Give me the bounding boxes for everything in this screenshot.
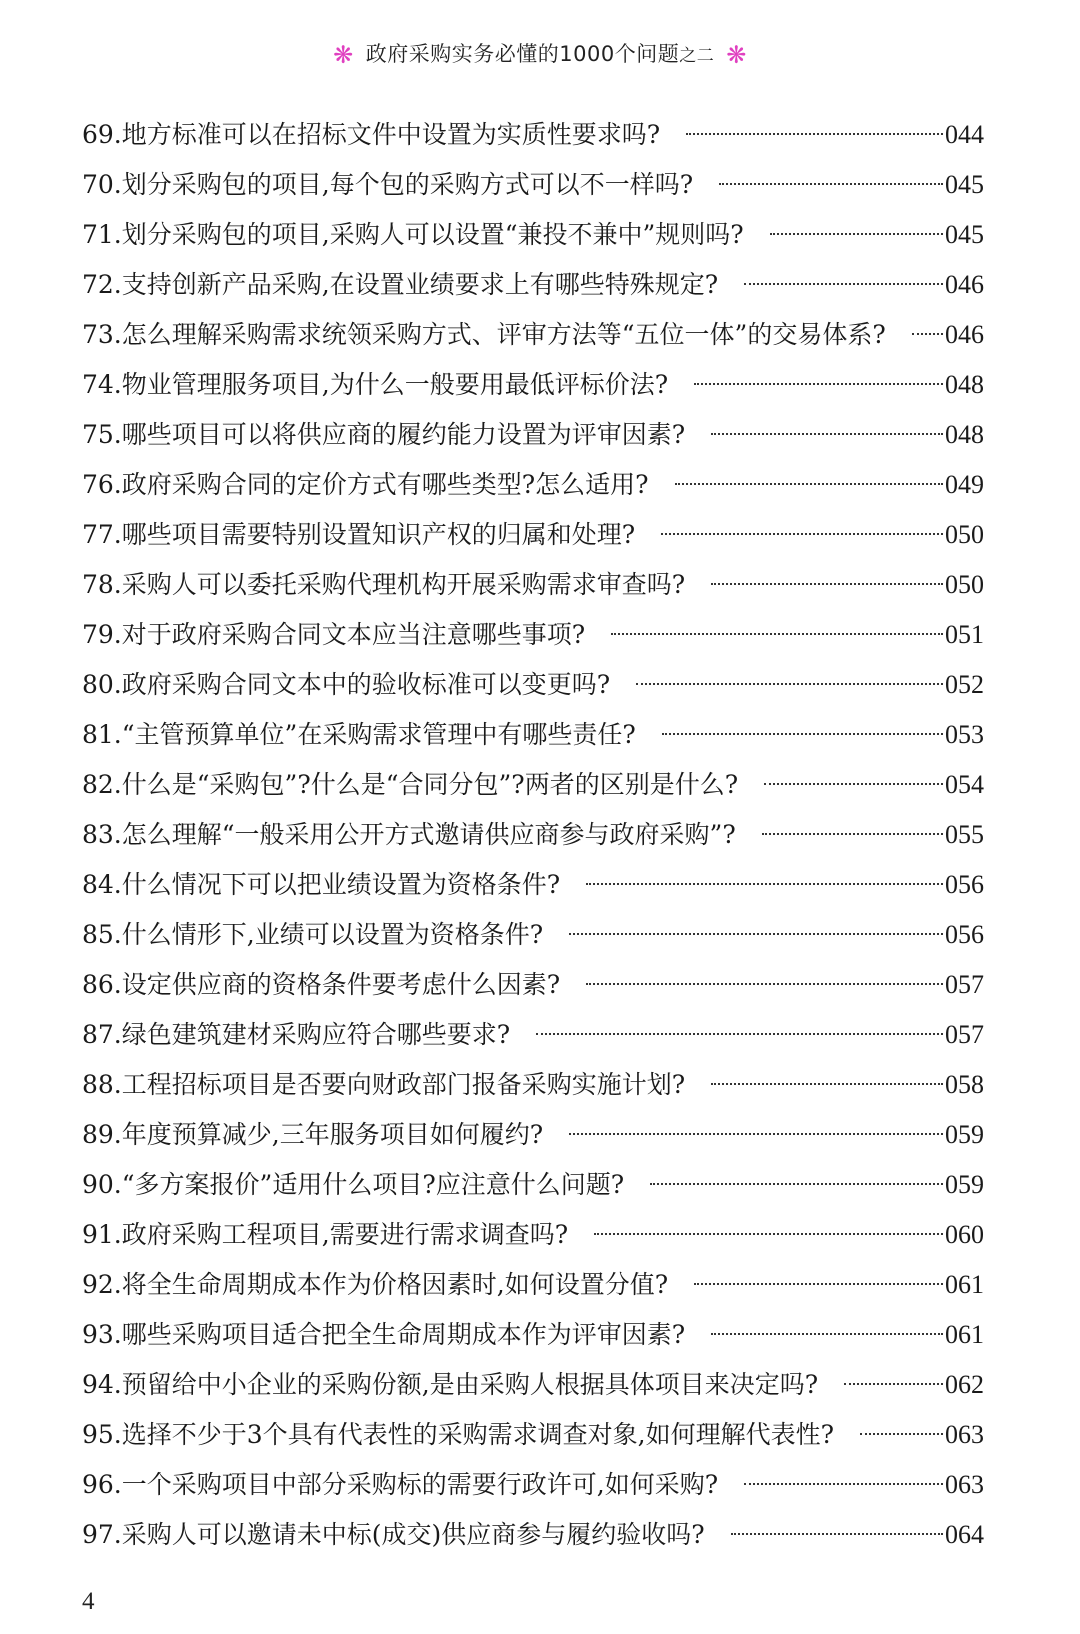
toc-entry-number: 96. — [82, 1470, 122, 1499]
dot-leader — [764, 783, 943, 785]
toc-entry[interactable] — [82, 760, 984, 810]
toc-entry-page: 046 — [945, 270, 984, 299]
dot-leader — [711, 1333, 943, 1335]
toc-entry[interactable] — [82, 1060, 984, 1110]
dot-leader — [912, 333, 943, 335]
toc-entry-page: 050 — [945, 570, 984, 599]
toc-entry-page: 048 — [945, 420, 984, 449]
toc-entry-question: 年度预算减少,三年服务项目如何履约? — [121, 1120, 544, 1149]
toc-entry[interactable] — [82, 1360, 984, 1410]
toc-entry-number: 83. — [82, 820, 122, 849]
toc-entry-question: 选择不少于3个具有代表性的采购需求调查对象,如何理解代表性? — [121, 1420, 835, 1449]
toc-entry[interactable] — [82, 360, 984, 410]
toc-entry-question: 一个采购项目中部分采购标的需要行政许可,如何采购? — [121, 1470, 719, 1499]
toc-entry-question: 划分采购包的项目,每个包的采购方式可以不一样吗? — [121, 170, 694, 199]
toc-entry-page: 064 — [945, 1520, 984, 1549]
dot-leader — [719, 183, 943, 185]
toc-entry-question: 政府采购合同文本中的验收标准可以变更吗? — [121, 670, 611, 699]
toc-entry[interactable] — [82, 1260, 984, 1310]
toc-entry-question: 哪些项目可以将供应商的履约能力设置为评审因素? — [121, 420, 686, 449]
toc-entry-number: 77. — [82, 520, 122, 549]
toc-entry-page: 051 — [945, 620, 984, 649]
toc-entry-question: 划分采购包的项目,采购人可以设置“兼投不兼中”规则吗? — [121, 220, 744, 249]
toc-entry[interactable] — [82, 410, 984, 460]
toc-entry-page: 063 — [945, 1470, 984, 1499]
toc-entry[interactable] — [82, 860, 984, 910]
toc-entry[interactable] — [82, 1460, 984, 1510]
toc-entry-number: 82. — [82, 770, 122, 799]
dot-leader — [686, 133, 943, 135]
dot-leader — [569, 933, 943, 935]
toc-entry-page: 061 — [945, 1320, 984, 1349]
toc-entry[interactable] — [82, 1510, 984, 1560]
toc-entry-question: 政府采购合同的定价方式有哪些类型?怎么适用? — [121, 470, 649, 499]
toc-entry[interactable] — [82, 310, 984, 360]
toc-entry-page: 063 — [945, 1420, 984, 1449]
toc-entry[interactable] — [82, 1160, 984, 1210]
toc-entry-number: 88. — [82, 1070, 122, 1099]
dot-leader — [711, 1083, 943, 1085]
toc-entry[interactable] — [82, 660, 984, 710]
toc-entry-page: 060 — [945, 1220, 984, 1249]
toc-entry-number: 73. — [82, 320, 122, 349]
toc-entry-page: 050 — [945, 520, 984, 549]
toc-entry[interactable] — [82, 710, 984, 760]
toc-entry-number: 85. — [82, 920, 122, 949]
dot-leader — [586, 883, 943, 885]
toc-entry[interactable] — [82, 210, 984, 260]
toc-entry-page: 054 — [945, 770, 984, 799]
flower-ornament-icon: ❋ — [726, 41, 747, 69]
toc-entry-page: 052 — [945, 670, 984, 699]
toc-entry-page: 056 — [945, 870, 984, 899]
toc-entry-question: 哪些项目需要特别设置知识产权的归属和处理? — [121, 520, 636, 549]
toc-entry-page: 045 — [945, 220, 984, 249]
toc-entry[interactable] — [82, 960, 984, 1010]
toc-entry[interactable] — [82, 1010, 984, 1060]
toc-entry-question: 地方标准可以在招标文件中设置为实质性要求吗? — [121, 120, 661, 149]
dot-leader — [731, 1533, 943, 1535]
toc-entry-number: 92. — [82, 1270, 122, 1299]
toc-entry-number: 80. — [82, 670, 122, 699]
toc-entry[interactable] — [82, 910, 984, 960]
toc-entry-question: 将全生命周期成本作为价格因素时,如何设置分值? — [121, 1270, 669, 1299]
toc-entry-page: 049 — [945, 470, 984, 499]
toc-entry-question: 物业管理服务项目,为什么一般要用最低评标价法? — [121, 370, 669, 399]
dot-leader — [744, 283, 943, 285]
toc-entry-question: 什么情形下,业绩可以设置为资格条件? — [121, 920, 544, 949]
toc-entry-question: 什么是“采购包”?什么是“合同分包”?两者的区别是什么? — [121, 770, 739, 799]
toc-entry[interactable] — [82, 560, 984, 610]
toc-entry-number: 84. — [82, 870, 122, 899]
table-of-contents — [82, 110, 984, 1560]
toc-entry-question: “主管预算单位”在采购需求管理中有哪些责任? — [121, 720, 636, 749]
toc-entry-question: 对于政府采购合同文本应当注意哪些事项? — [121, 620, 586, 649]
toc-entry-question: 绿色建筑建材采购应符合哪些要求? — [121, 1020, 511, 1049]
toc-entry-page: 057 — [945, 970, 984, 999]
toc-entry-question: “多方案报价”适用什么项目?应注意什么问题? — [121, 1170, 625, 1199]
toc-entry[interactable] — [82, 510, 984, 560]
toc-entry-number: 81. — [82, 720, 122, 749]
toc-entry-number: 87. — [82, 1020, 122, 1049]
dot-leader — [636, 683, 943, 685]
toc-entry-page: 056 — [945, 920, 984, 949]
dot-leader — [694, 383, 943, 385]
dot-leader — [594, 1233, 943, 1235]
toc-entry-number: 97. — [82, 1520, 122, 1549]
toc-entry-number: 94. — [82, 1370, 122, 1399]
dot-leader — [536, 1033, 943, 1035]
toc-entry-page: 053 — [945, 720, 984, 749]
dot-leader — [569, 1133, 943, 1135]
dot-leader — [611, 633, 943, 635]
dot-leader — [744, 1483, 943, 1485]
toc-entry-number: 93. — [82, 1320, 122, 1349]
toc-entry-question: 采购人可以委托采购代理机构开展采购需求审查吗? — [121, 570, 686, 599]
dot-leader — [860, 1433, 943, 1435]
toc-entry-number: 78. — [82, 570, 122, 599]
book-title-suffix: 之二 — [679, 46, 715, 66]
dot-leader — [762, 833, 943, 835]
dot-leader — [844, 1383, 943, 1385]
toc-entry-number: 74. — [82, 370, 122, 399]
toc-entry-question: 工程招标项目是否要向财政部门报备采购实施计划? — [121, 1070, 686, 1099]
toc-entry[interactable] — [82, 110, 984, 160]
toc-entry[interactable] — [82, 810, 984, 860]
dot-leader — [662, 733, 943, 735]
toc-entry-question: 哪些采购项目适合把全生命周期成本作为评审因素? — [121, 1320, 686, 1349]
dot-leader — [770, 233, 943, 235]
toc-entry-question: 设定供应商的资格条件要考虑什么因素? — [121, 970, 561, 999]
book-title: 政府采购实务必懂的1000个问题 — [365, 42, 680, 66]
toc-entry-question: 采购人可以邀请未中标(成交)供应商参与履约验收吗? — [121, 1520, 705, 1549]
running-header — [0, 38, 1080, 69]
flower-ornament-icon: ❋ — [333, 41, 354, 69]
dot-leader — [661, 533, 943, 535]
page-number: 4 — [82, 1588, 95, 1615]
toc-entry-page: 058 — [945, 1070, 984, 1099]
toc-entry[interactable] — [82, 160, 984, 210]
toc-entry-number: 79. — [82, 620, 122, 649]
dot-leader — [694, 1283, 943, 1285]
toc-entry-page: 059 — [945, 1170, 984, 1199]
toc-entry-number: 72. — [82, 270, 122, 299]
toc-entry-question: 怎么理解采购需求统领采购方式、评审方法等“五位一体”的交易体系? — [121, 320, 886, 349]
toc-entry-number: 86. — [82, 970, 122, 999]
toc-entry-number: 91. — [82, 1220, 122, 1249]
toc-entry-question: 预留给中小企业的采购份额,是由采购人根据具体项目来决定吗? — [121, 1370, 819, 1399]
toc-entry-number: 69. — [82, 120, 122, 149]
toc-entry-page: 061 — [945, 1270, 984, 1299]
toc-entry[interactable] — [82, 460, 984, 510]
toc-entry-number: 76. — [82, 470, 122, 499]
dot-leader — [711, 583, 943, 585]
toc-entry-number: 90. — [82, 1170, 122, 1199]
toc-entry-page: 057 — [945, 1020, 984, 1049]
toc-entry[interactable] — [82, 1310, 984, 1360]
toc-entry[interactable] — [82, 1410, 984, 1460]
toc-entry-question: 什么情况下可以把业绩设置为资格条件? — [121, 870, 561, 899]
toc-entry-number: 95. — [82, 1420, 122, 1449]
toc-entry[interactable] — [82, 1110, 984, 1160]
toc-entry-number: 75. — [82, 420, 122, 449]
toc-entry-number: 70. — [82, 170, 122, 199]
toc-entry-question: 政府采购工程项目,需要进行需求调查吗? — [121, 1220, 569, 1249]
toc-entry-page: 044 — [945, 120, 984, 149]
dot-leader — [650, 1183, 943, 1185]
toc-entry-page: 062 — [945, 1370, 984, 1399]
toc-entry-number: 89. — [82, 1120, 122, 1149]
toc-entry-question: 支持创新产品采购,在设置业绩要求上有哪些特殊规定? — [121, 270, 719, 299]
dot-leader — [711, 433, 943, 435]
toc-entry-page: 048 — [945, 370, 984, 399]
toc-entry-page: 046 — [945, 320, 984, 349]
toc-entry[interactable] — [82, 260, 984, 310]
toc-entry[interactable] — [82, 1210, 984, 1260]
toc-entry-number: 71. — [82, 220, 122, 249]
dot-leader — [586, 983, 943, 985]
toc-entry[interactable] — [82, 610, 984, 660]
toc-entry-question: 怎么理解“一般采用公开方式邀请供应商参与政府采购”? — [121, 820, 736, 849]
toc-entry-page: 059 — [945, 1120, 984, 1149]
toc-entry-page: 055 — [945, 820, 984, 849]
toc-entry-page: 045 — [945, 170, 984, 199]
dot-leader — [675, 483, 943, 485]
